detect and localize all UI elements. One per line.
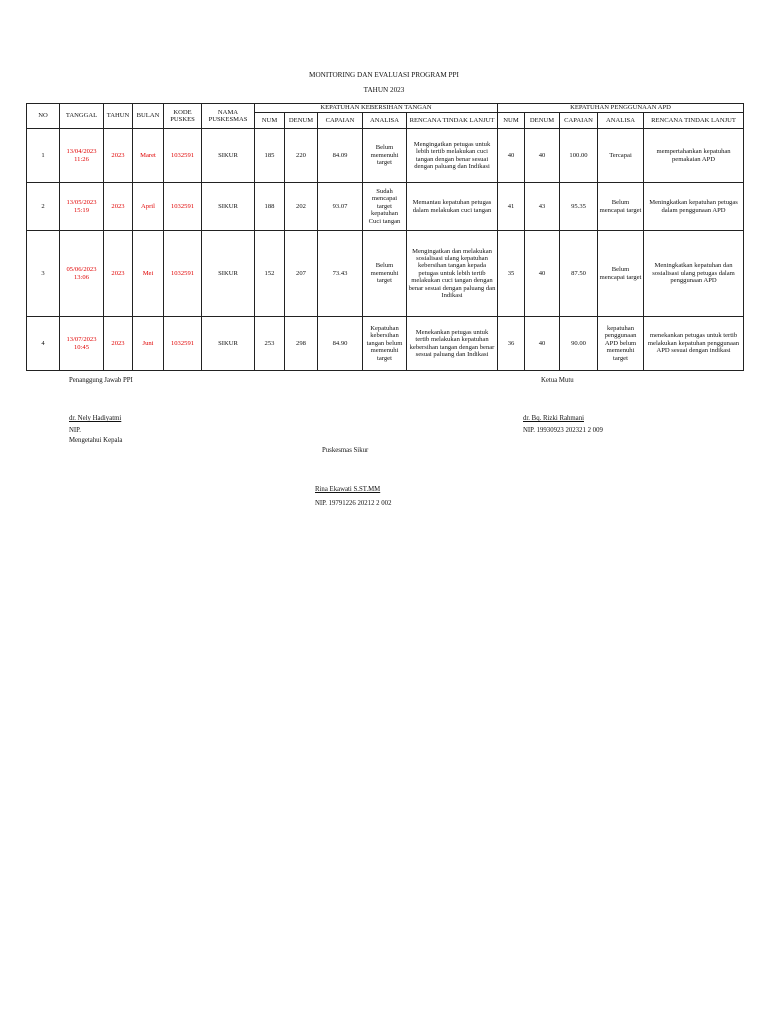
cell-kode: 1032591 xyxy=(164,129,202,183)
cell-capaian-2: 100.00 xyxy=(560,129,598,183)
cell-bulan: Juni xyxy=(133,317,164,371)
header-denum-1: DENUM xyxy=(285,113,318,129)
cell-no: 1 xyxy=(27,129,60,183)
cell-rencana-2: Meningkatkan kepatuhan petugas dalam penggunaan APD xyxy=(644,183,744,231)
cell-tahun: 2023 xyxy=(104,129,133,183)
cell-no: 2 xyxy=(27,183,60,231)
document-title: MONITORING DAN EVALUASI PROGRAM PPI xyxy=(309,71,459,79)
cell-kode: 1032591 xyxy=(164,183,202,231)
cell-num-1: 152 xyxy=(255,231,285,317)
cell-tahun: 2023 xyxy=(104,231,133,317)
table-row xyxy=(27,317,744,371)
signer-left-nip: NIP. xyxy=(69,427,81,434)
header-num-2: NUM xyxy=(498,113,525,129)
mengetahui-label: Mengetahui Kepala xyxy=(69,437,123,444)
cell-denum-1: 298 xyxy=(285,317,318,371)
header-group-kebersihan-tangan: KEPATUHAN KEBERSIHAN TANGAN xyxy=(255,104,498,113)
cell-nama: SIKUR xyxy=(202,129,255,183)
cell-nama: SIKUR xyxy=(202,183,255,231)
cell-tanggal: 13/07/2023 10:45 xyxy=(60,317,104,371)
cell-nama: SIKUR xyxy=(202,231,255,317)
monitoring-table xyxy=(26,103,744,371)
cell-denum-1: 220 xyxy=(285,129,318,183)
cell-nama: SIKUR xyxy=(202,317,255,371)
cell-denum-2: 43 xyxy=(525,183,560,231)
cell-capaian-1: 84.09 xyxy=(318,129,363,183)
cell-tahun: 2023 xyxy=(104,317,133,371)
cell-rencana-2: menekankan petugas untuk tertib melakukan kepatuhan penggunaan APD sesuai dengan indikasi xyxy=(644,317,744,371)
cell-rencana-1: Mengingatkan petugas untuk lebih tertib melakukan cuci tangan dengan benar sesuai dengan paluang dan Indikasi xyxy=(407,129,498,183)
header-kode-puskes: KODE PUSKES xyxy=(164,104,202,129)
header-no: NO xyxy=(27,104,60,129)
header-nama-puskesmas: NAMA PUSKESMAS xyxy=(202,104,255,129)
cell-denum-2: 40 xyxy=(525,317,560,371)
cell-tanggal: 13/05/2023 15:19 xyxy=(60,183,104,231)
cell-num-2: 41 xyxy=(498,183,525,231)
cell-capaian-2: 90.00 xyxy=(560,317,598,371)
header-capaian-2: CAPAIAN xyxy=(560,113,598,129)
header-group-penggunaan-apd: KEPATUHAN PENGGUNAAN APD xyxy=(498,104,744,113)
cell-analisa-2: Belum mencapai target xyxy=(598,231,644,317)
cell-analisa-2: kepatuhan penggunaan APD belum memenuhi target xyxy=(598,317,644,371)
cell-kode: 1032591 xyxy=(164,231,202,317)
header-analisa-1: ANALISA xyxy=(363,113,407,129)
cell-rencana-2: Meningkatkan kepatuhan dan sosialisasi ulang petugas dalam penggunaan APD xyxy=(644,231,744,317)
table-row xyxy=(27,129,744,183)
cell-analisa-1: Sudah mencapai target kepatuhan Cuci tangan xyxy=(363,183,407,231)
cell-rencana-2: mempertahankan kepatuhan pemakaian APD xyxy=(644,129,744,183)
cell-denum-2: 40 xyxy=(525,129,560,183)
cell-num-1: 253 xyxy=(255,317,285,371)
cell-analisa-2: Belum mencapai target xyxy=(598,183,644,231)
cell-bulan: April xyxy=(133,183,164,231)
signer-center-name: Rina Ekawati S.ST.MM xyxy=(315,486,381,493)
header-tahun: TAHUN xyxy=(104,104,133,129)
cell-bulan: Maret xyxy=(133,129,164,183)
cell-num-1: 185 xyxy=(255,129,285,183)
header-bulan: BULAN xyxy=(133,104,164,129)
cell-analisa-2: Tercapai xyxy=(598,129,644,183)
header-capaian-1: CAPAIAN xyxy=(318,113,363,129)
cell-capaian-1: 73.43 xyxy=(318,231,363,317)
cell-capaian-2: 87.50 xyxy=(560,231,598,317)
cell-capaian-2: 95.35 xyxy=(560,183,598,231)
signer-left-name: dr. Nely Hadiyatmi xyxy=(69,415,122,422)
cell-tanggal: 13/04/2023 11:26 xyxy=(60,129,104,183)
cell-tahun: 2023 xyxy=(104,183,133,231)
cell-num-2: 40 xyxy=(498,129,525,183)
cell-denum-1: 202 xyxy=(285,183,318,231)
signer-left-role: Penanggung Jawab PPI xyxy=(69,377,133,384)
table-row xyxy=(27,183,744,231)
header-rencana-1: RENCANA TINDAK LANJUT xyxy=(407,113,498,129)
cell-bulan: Mei xyxy=(133,231,164,317)
cell-rencana-1: Menekankan petugas untuk tertib melakukan kepatuhan kebersihan tangan dengan benar sesuai paluang dan Indikasi xyxy=(407,317,498,371)
cell-denum-1: 207 xyxy=(285,231,318,317)
cell-capaian-1: 93.07 xyxy=(318,183,363,231)
cell-analisa-1: Kepatuhan kebersihan tangan belum memenuhi target xyxy=(363,317,407,371)
cell-tanggal: 05/06/2023 13:06 xyxy=(60,231,104,317)
signer-right-name: dr. Bq. Rizki Rahmani xyxy=(523,415,584,422)
signer-right-role: Ketua Mutu xyxy=(541,377,574,384)
header-num-1: NUM xyxy=(255,113,285,129)
cell-no: 3 xyxy=(27,231,60,317)
signer-center-org: Puskesmas Sikur xyxy=(322,447,369,454)
header-rencana-2: RENCANA TINDAK LANJUT xyxy=(644,113,744,129)
cell-num-2: 36 xyxy=(498,317,525,371)
header-analisa-2: ANALISA xyxy=(598,113,644,129)
signer-center-nip: NIP. 19791226 20212 2 002 xyxy=(315,500,392,507)
cell-rencana-1: Mengingatkan dan melakukan sosialisasi ulang kepatuhan kebersihan tangan kepada petugas untuk lebih tertib melakukan cuci tangan dengan benar sesuai dengan paluang dan Indikasi xyxy=(407,231,498,317)
document-subtitle: TAHUN 2023 xyxy=(363,86,405,94)
cell-analisa-1: Belum memenuhi target xyxy=(363,231,407,317)
cell-rencana-1: Memantau kepatuhan petugas dalam melakukan cuci tangan xyxy=(407,183,498,231)
cell-analisa-1: Belum memenuhi target xyxy=(363,129,407,183)
cell-num-1: 188 xyxy=(255,183,285,231)
signer-right-nip: NIP. 19930923 202321 2 009 xyxy=(523,427,603,434)
table-row xyxy=(27,231,744,317)
cell-capaian-1: 84.90 xyxy=(318,317,363,371)
header-tanggal: TANGGAL xyxy=(60,104,104,129)
cell-no: 4 xyxy=(27,317,60,371)
cell-denum-2: 40 xyxy=(525,231,560,317)
header-denum-2: DENUM xyxy=(525,113,560,129)
cell-kode: 1032591 xyxy=(164,317,202,371)
cell-num-2: 35 xyxy=(498,231,525,317)
